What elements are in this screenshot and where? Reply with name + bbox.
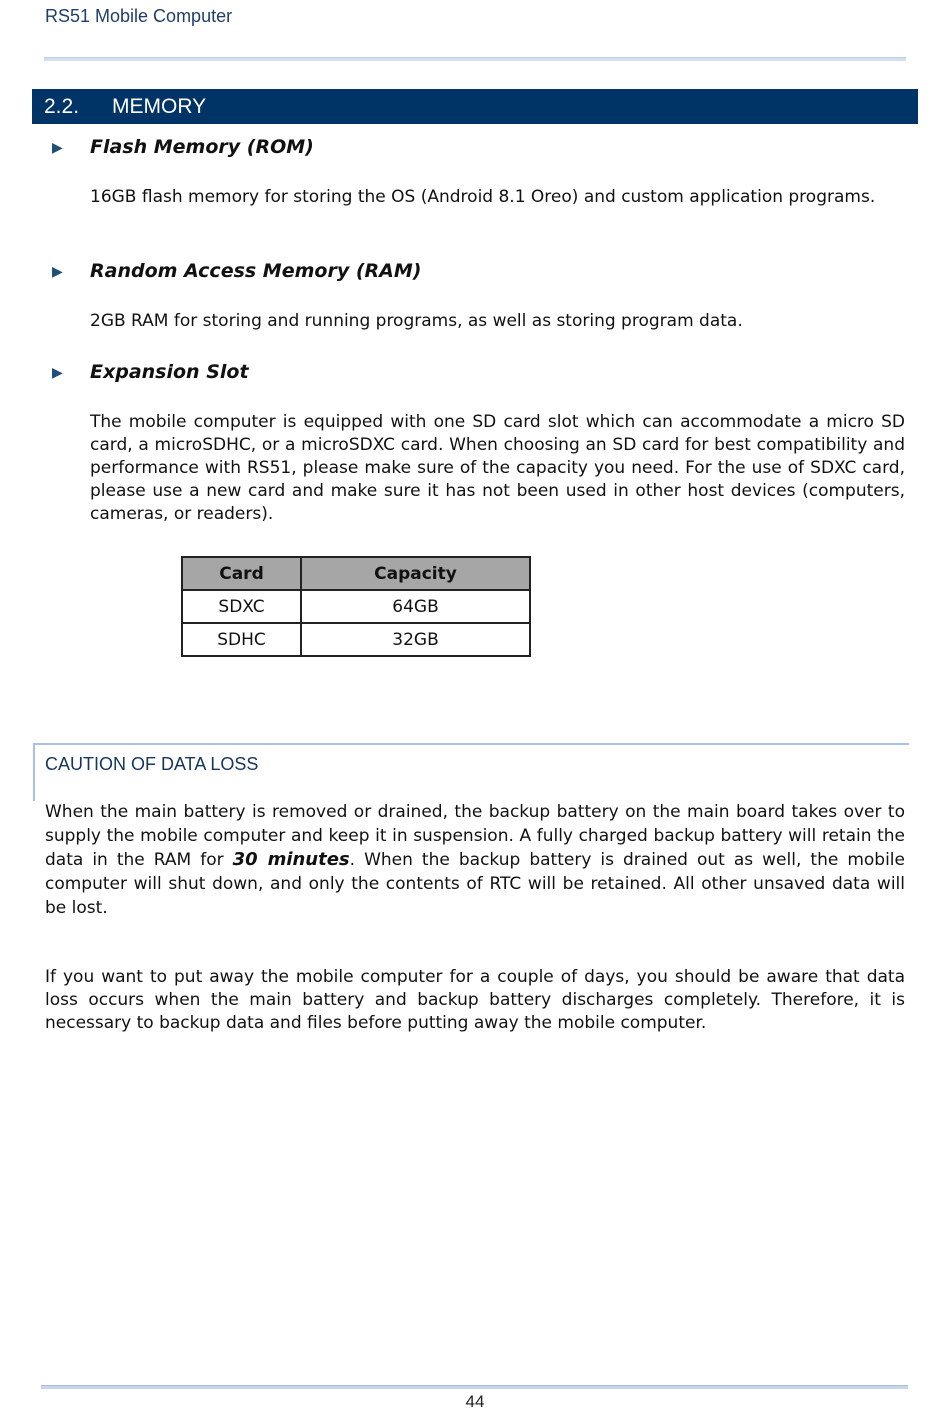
item-title-flash-memory: Flash Memory (ROM) bbox=[90, 136, 314, 158]
section-number: 2.2. bbox=[44, 95, 80, 118]
page-number: 44 bbox=[465, 1392, 485, 1411]
table-cell: 32GB bbox=[301, 623, 530, 656]
item-body-ram: 2GB RAM for storing and running programs, as well as storing program data. bbox=[90, 311, 743, 331]
caution-text: When the main battery is removed or drained, the backup battery on the main board takes over to supply the mobile computer and keep it in suspension. A fully charged backup battery will retain the data in the RAM for bbox=[45, 802, 905, 870]
column-header-capacity: Capacity bbox=[301, 557, 530, 590]
caution-paragraph-2: If you want to put away the mobile computer for a couple of days, you should be aware that data loss occurs when the main battery and backup battery discharges completely. Therefore, it is necessary to backup data and files before putting away the mobile computer. bbox=[45, 967, 905, 1033]
triangle-bullet-icon: ▶ bbox=[52, 140, 63, 156]
sd-card-capacity-table bbox=[181, 556, 531, 657]
item-title-ram: Random Access Memory (RAM) bbox=[90, 260, 422, 282]
column-header-card: Card bbox=[182, 557, 301, 590]
caution-title: CAUTION OF DATA LOSS bbox=[45, 754, 259, 774]
triangle-bullet-icon: ▶ bbox=[52, 365, 63, 381]
header-rule bbox=[44, 57, 906, 61]
section-title: MEMORY bbox=[112, 95, 207, 118]
caution-text: . When the backup battery is drained out as well, the mobile computer will shut down, and only the contents of RTC will be retained. All other unsaved data will be lost. bbox=[45, 850, 905, 918]
table-header-row bbox=[182, 557, 530, 590]
item-body-flash-memory: 16GB flash memory for storing the OS (Android 8.1 Oreo) and custom application programs. bbox=[90, 187, 876, 207]
item-title-expansion-slot: Expansion Slot bbox=[90, 361, 249, 383]
table-cell: SDXC bbox=[182, 590, 301, 623]
caution-paragraph-1 bbox=[45, 800, 905, 920]
item-body-expansion-slot: The mobile computer is equipped with one SD card slot which can accommodate a micro SD card, a microSDHC, or a microSDXC card. When choosing an SD card for best compatibility and performance with RS51, please make sure of the capacity you need. For the use of SDXC card, please use a new card and make sure it has not been used in other host devices (computers, cameras, or readers). bbox=[90, 412, 905, 524]
emphasis-duration: 30 minutes bbox=[232, 849, 350, 870]
running-header: RS51 Mobile Computer bbox=[45, 6, 233, 26]
triangle-bullet-icon: ▶ bbox=[52, 264, 63, 280]
table-cell: 64GB bbox=[301, 590, 530, 623]
footer-rule bbox=[41, 1385, 908, 1389]
section-heading bbox=[32, 89, 918, 124]
table-row bbox=[182, 590, 530, 623]
table-row bbox=[182, 623, 530, 656]
table-cell: SDHC bbox=[182, 623, 301, 656]
